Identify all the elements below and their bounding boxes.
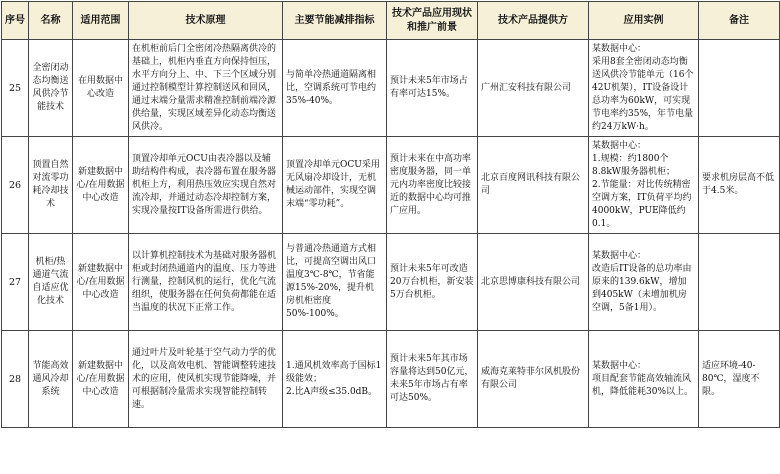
tech-table xyxy=(1,1,780,428)
row-principle: 在机柜前后门全密闭冷热隔离供冷的基础上，机柜内垂直方向保持恒压，水平方向分上、中、下三个区域分别通过控制模型计算控制送风和回风，通过末端分量需求精准控制前端冷源供给量，实现区域差异化动态均衡送风供冷。 xyxy=(129,40,283,137)
row-example: 某数据中心： 改造后IT设备的总功率由原来的139.6kW，增加到405kW（未增加机房空调，5备1用）。 xyxy=(589,234,699,331)
row-remark xyxy=(699,234,780,331)
row-principle: 顶置冷却单元OCU由表冷器以及辅助结构件构成，表冷器布置在服务器机柜上方，利用热压效应实现自然对流冷却，并通过动态冷却控制方案，实现冷量按IT设备所需进行供给。 xyxy=(129,137,283,234)
header-name: 名称 xyxy=(29,2,73,40)
row-no: 25 xyxy=(2,40,29,137)
row-indicator: 与普通冷热通道方式相比，可提高空调出风口温度3℃-8℃，节省能源15%-20%，提升机房机柜密度50%-100%。 xyxy=(283,234,387,331)
row-remark: 适应环境-40-80℃，湿度不限。 xyxy=(699,331,780,428)
row-no: 28 xyxy=(2,331,29,428)
row-name: 顶置自然对流零功耗冷却技术 xyxy=(29,137,73,234)
table-row xyxy=(2,137,780,234)
row-prospect: 预计未来5年可改造20万台机柜，新安装5万台机柜。 xyxy=(387,234,478,331)
row-example: 某数据中心： 项目配套节能高效轴流风机，降低能耗30%以上。 xyxy=(589,331,699,428)
row-provider: 北京思博康科技有限公司 xyxy=(478,234,589,331)
row-name: 机柜/热通道气流自适应优化技术 xyxy=(29,234,73,331)
header-provider: 技术产品提供方 xyxy=(478,2,589,40)
row-no: 26 xyxy=(2,137,29,234)
row-example: 某数据中心： 1.规模：约1800个8.8kW服务器机柜； 2.节能量：对比传统精密空调方案，IT负荷平均约4000kW，PUE降低约0.1。 xyxy=(589,137,699,234)
row-provider: 广州汇安科技有限公司 xyxy=(478,40,589,137)
row-indicator: 1.通风机效率高于国标1级能效； 2.比A声级≤35.0dB。 xyxy=(283,331,387,428)
row-example: 某数据中心： 采用8套全密闭动态均衡送风供冷节能单元（16个42U机架），IT设备设计总功率为60kW，可实现节电率约35%，年节电量约24万kW·h。 xyxy=(589,40,699,137)
row-provider: 威海克莱特菲尔风机股份有限公司 xyxy=(478,331,589,428)
row-prospect: 预计未来在中高功率密度服务器，同一单元内功率密度比较接近的数据中心均可推广应用。 xyxy=(387,137,478,234)
row-indicator: 顶置冷却单元OCU采用无风扇冷却设计，无机械运动部件，实现空调末端“零功耗”。 xyxy=(283,137,387,234)
row-principle: 以计算机控制技术为基础对服务器机柜或封闭热通道内的温度、压力等进行测量，控制风机的运行，优化气流组织，使服务器在任何负荷都能在适当温度的状况下正常工作。 xyxy=(129,234,283,331)
header-row xyxy=(2,2,780,40)
row-principle: 通过叶片及叶轮基于空气动力学的优化，以及高效电机、智能调整转速技术的应用，使风机实现节能降噪，并可根据制冷量需求实现智能控制转速。 xyxy=(129,331,283,428)
row-indicator: 与简单冷热通道隔离相比，空调系统可节电约35%-40%。 xyxy=(283,40,387,137)
row-scope: 新建数据中心/在用数据中心改造 xyxy=(73,234,129,331)
row-remark: 要求机房层高不低于4.5米。 xyxy=(699,137,780,234)
row-scope: 新建数据中心/在用数据中心改造 xyxy=(73,331,129,428)
table-row xyxy=(2,234,780,331)
table-row xyxy=(2,331,780,428)
row-provider: 北京百度网讯科技有限公司 xyxy=(478,137,589,234)
row-scope: 在用数据中心改造 xyxy=(73,40,129,137)
row-no: 27 xyxy=(2,234,29,331)
row-remark xyxy=(699,40,780,137)
table-row xyxy=(2,40,780,137)
row-name: 全密闭动态均衡送风供冷节能技术 xyxy=(29,40,73,137)
header-scope: 适用范围 xyxy=(73,2,129,40)
row-scope: 新建数据中心/在用数据中心改造 xyxy=(73,137,129,234)
row-name: 节能高效通风冷却系统 xyxy=(29,331,73,428)
header-example: 应用实例 xyxy=(589,2,699,40)
header-no: 序号 xyxy=(2,2,29,40)
row-prospect: 预计未来5年市场占有率可达15%。 xyxy=(387,40,478,137)
header-prospect: 技术产品应用现状和推广前景 xyxy=(387,2,478,40)
header-remark: 备注 xyxy=(699,2,780,40)
row-prospect: 预计未来5年其市场容量将达到50亿元，未来5年市场占有率可达50%。 xyxy=(387,331,478,428)
header-indicator: 主要节能减排指标 xyxy=(283,2,387,40)
header-principle: 技术原理 xyxy=(129,2,283,40)
